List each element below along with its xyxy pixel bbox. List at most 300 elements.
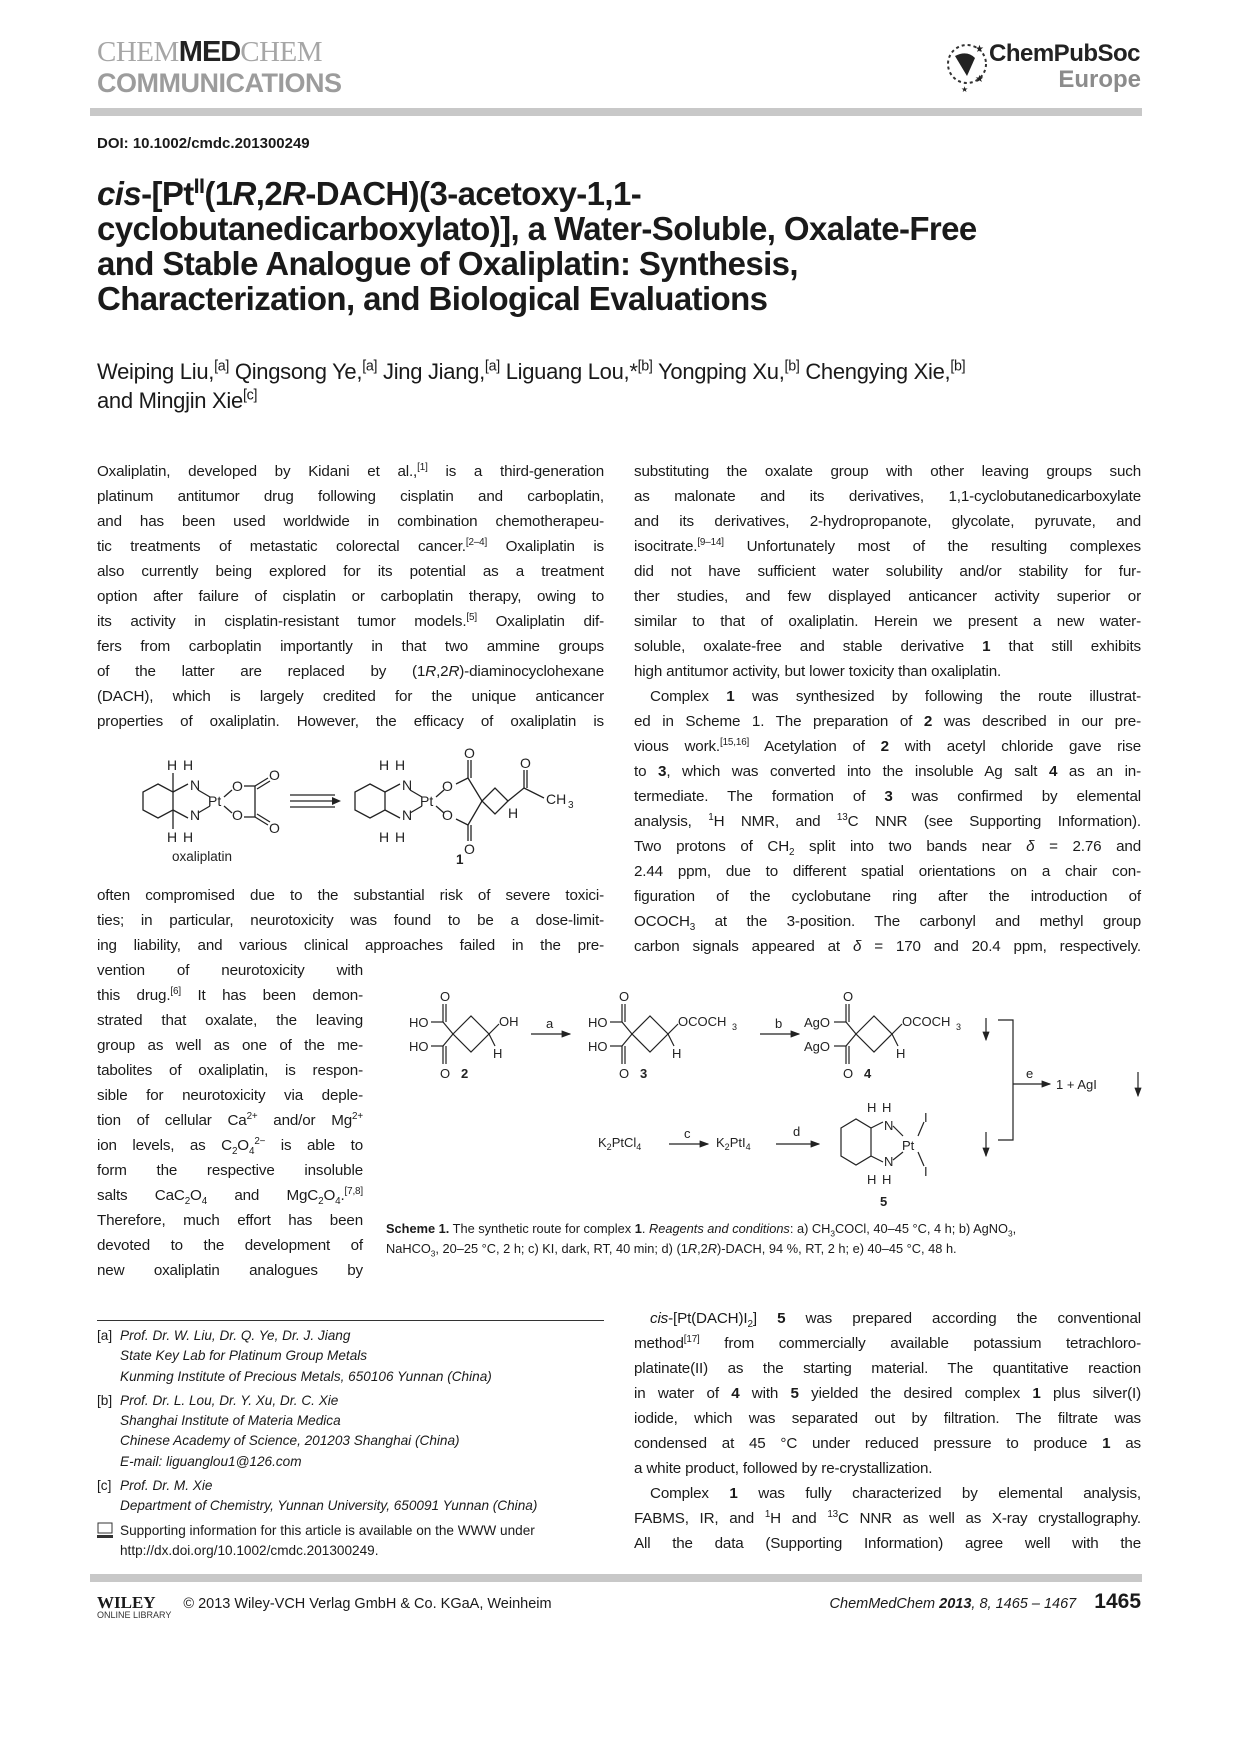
text-run: ,2 (436, 663, 449, 680)
right-column-text-lower (634, 1306, 1141, 1556)
text-run-b: 1 (634, 1221, 642, 1236)
text-run: NaHCO (386, 1241, 431, 1256)
author-line (97, 357, 1157, 386)
atom-label: AgO (804, 1039, 831, 1054)
text-run-sup: [a] (214, 358, 230, 375)
text-run: with (739, 1385, 791, 1402)
text-line (634, 1306, 1141, 1331)
text-run: H NMR, and (713, 813, 837, 830)
chempubsoc-emblem-icon (945, 38, 989, 98)
text-run-sup: [b] (784, 358, 800, 375)
text-run-b: 1 (982, 638, 991, 655)
atom-label: HO (409, 1039, 429, 1054)
affiliation-line: Kunming Institute of Precious Metals, 650106 Yunnan (China) (120, 1368, 492, 1384)
oxaliplatin-to-complex-1-figure (120, 740, 600, 870)
atom-label: N (402, 777, 413, 793)
multi-step-arrow (290, 795, 341, 807)
text-run: isocitrate. (634, 538, 698, 555)
text-run: was fully characterized by elemental analysis, (737, 1485, 1141, 1502)
text-run-sup: [a] (362, 358, 378, 375)
atom-label: HO (588, 1015, 608, 1030)
atom-label: HO (588, 1039, 608, 1054)
text-run-sup: [b] (637, 358, 653, 375)
text-run: yielded the desired complex (798, 1385, 1033, 1402)
text-line (97, 883, 604, 908)
atom-label: H (867, 1100, 877, 1115)
text-line (634, 734, 1141, 759)
compound-5-structure (841, 1100, 928, 1209)
compound-3-label: 3 (640, 1066, 648, 1081)
text-line (97, 1233, 363, 1258)
text-run: condensed at 45 °C under reduced pressure to produce (634, 1435, 1103, 1452)
text-line (97, 1158, 363, 1183)
atom-label: O (464, 745, 475, 761)
text-run: to (634, 763, 659, 780)
supporting-info-link[interactable]: http://dx.doi.org/10.1002/cmdc.201300249. (120, 1542, 379, 1558)
text-run-sup: [2–4] (465, 536, 488, 548)
text-line (97, 1108, 363, 1133)
atom-label: O (843, 990, 854, 1004)
text-run: ing liability, and various clinical approaches failed in the pre- (97, 937, 604, 954)
affiliation-tag: [b] (97, 1392, 113, 1408)
text-line (634, 684, 1141, 709)
text-run: -DACH)(3-acetoxy-1,1- (305, 175, 642, 212)
text-run-i: δ (852, 938, 862, 955)
text-line (634, 1331, 1141, 1356)
atom-label: OCOCH (902, 1014, 951, 1029)
text-run-b: 5 (790, 1385, 799, 1402)
text-run-i: R (425, 663, 437, 680)
atom-label: H (183, 829, 194, 845)
text-run: cyclobutanedicarboxylato)], a Water-Soluble, Oxalate-Free (97, 210, 977, 247)
text-run-sup: 1 (764, 1508, 771, 1520)
text-run-sub: 3 (430, 1248, 436, 1259)
reagent-label-c: c (684, 1126, 691, 1141)
text-run: analysis, (634, 813, 709, 830)
text-run-sub: 3 (830, 1228, 835, 1239)
text-run: is able to (265, 1137, 363, 1154)
text-run: ed in Scheme 1. The preparation of (634, 713, 924, 730)
atom-label: Pt (420, 793, 434, 809)
text-run-b: 1 (729, 1485, 738, 1502)
text-line (97, 908, 604, 933)
atom-label: HO (409, 1015, 429, 1030)
text-run: C NNR as well as X-ray crystallography. (838, 1510, 1141, 1527)
text-line (634, 459, 1141, 484)
text-run-sup: 2+ (352, 1110, 363, 1122)
author-line (97, 386, 1157, 415)
text-run-i: R (687, 1241, 698, 1256)
text-line (97, 1183, 363, 1208)
text-run: Oxaliplatin is (487, 538, 604, 555)
atom-label: H (379, 757, 390, 773)
text-run-b: 5 (777, 1310, 786, 1327)
atom-label: O (442, 778, 453, 794)
svg-text:★: ★ (961, 85, 969, 94)
text-run: C NNR (see Supporting Information). (847, 813, 1141, 830)
atom-label: H (896, 1046, 906, 1061)
text-run: platinum antitumor drug following cisplatin and carboplatin, (97, 488, 604, 505)
supporting-info-text: Supporting information for this article is available on the WWW under (120, 1522, 535, 1538)
affiliation-tag: [a] (97, 1328, 113, 1343)
text-run-sup: 13 (836, 811, 848, 823)
page-number: 1465 (1094, 1590, 1141, 1613)
text-run: vention of neurotoxicity with (97, 962, 363, 979)
text-run: of the latter are replaced by (1 (97, 663, 426, 680)
text-run-b: Scheme 1. (386, 1221, 450, 1236)
text-line (634, 1481, 1141, 1506)
oxaliplatin-label: oxaliplatin (172, 849, 233, 864)
text-run: was described in our pre- (932, 713, 1142, 730)
title-line (97, 211, 1157, 246)
text-run: iodide, which was separated out by filtration. The filtrate was (634, 1410, 1141, 1427)
complex-1-structure (355, 745, 574, 867)
text-run: (1 (204, 175, 233, 212)
k2pti4-label: $K_2PtI_4$ (716, 1135, 751, 1152)
affiliation-line: Prof. Dr. W. Liu, Dr. Q. Ye, Dr. J. Jiang (120, 1328, 351, 1343)
text-run-i: Reagents and conditions (648, 1221, 790, 1236)
atom-label: OH (499, 1014, 519, 1029)
text-run: termediate. The formation of (634, 788, 885, 805)
footer-journal: ChemMedChem (829, 1596, 936, 1612)
footer-left (97, 1594, 552, 1620)
text-run: tabolites of oxaliplatin, is respon- (97, 1062, 363, 1079)
text-run: at the 3-position. The carbonyl and methyl group (695, 913, 1141, 930)
text-run: from commercially available potassium tetrachloro- (699, 1335, 1141, 1352)
footer-volume-pages: , 8, 1465 – 1467 (971, 1596, 1077, 1612)
text-run: Oxaliplatin, developed by Kidani et al., (97, 463, 418, 480)
atom-label: 3 (568, 800, 574, 811)
text-run: Chengying Xie, (799, 359, 951, 384)
text-run: ,2 (255, 175, 283, 212)
atom-label: Pt (208, 793, 222, 809)
text-run: as (1110, 1435, 1142, 1452)
atom-label: O (269, 767, 280, 783)
text-run-sup: 2− (254, 1135, 266, 1147)
text-line (634, 559, 1141, 584)
atom-label: H (508, 805, 519, 821)
text-run-sup: [5] (466, 611, 477, 623)
affiliation-line: Department of Chemistry, Yunnan University, 650091 Yunnan (China) (120, 1498, 538, 1514)
text-run-sup: [a] (484, 358, 500, 375)
journal-name-med: MED (178, 36, 241, 68)
text-line (634, 709, 1141, 734)
section-label: COMMUNICATIONS (97, 68, 342, 98)
text-run: also currently being explored for its potential as a treatment (97, 563, 604, 580)
text-line (634, 834, 1141, 859)
text-line (634, 934, 1141, 959)
atom-label: H (882, 1172, 892, 1187)
atom-label: N (402, 807, 413, 823)
text-run-sup: II (193, 174, 205, 198)
text-run: high antitumor activity, but lower toxicity than oxaliplatin. (634, 663, 1002, 680)
atom-label: N (884, 1154, 894, 1169)
text-line (97, 509, 604, 534)
text-line (634, 1381, 1141, 1406)
text-line (97, 958, 363, 983)
text-line (97, 1058, 363, 1083)
text-run-sup: [17] (683, 1333, 700, 1345)
atom-label: CH (546, 791, 567, 807)
text-run: Yongping Xu, (652, 359, 785, 384)
text-run: substituting the oxalate group with other leaving groups such (634, 463, 1141, 480)
text-run: H and (770, 1510, 828, 1527)
text-run: . (340, 1187, 345, 1204)
text-run-i: R (232, 175, 256, 212)
text-line (97, 1033, 363, 1058)
atom-label: I (924, 1110, 928, 1125)
atom-label: O (232, 807, 243, 823)
text-run-b: 3 (658, 763, 667, 780)
text-run: properties of oxaliplatin. However, the efficacy of oxaliplatin is (97, 713, 604, 730)
text-run-b: 3 (884, 788, 893, 805)
text-run: and its derivatives, 2-hydropropanote, glycolate, pyruvate, and (634, 513, 1141, 530)
text-run: (DACH), which is largely credited for the unique anticancer (97, 688, 604, 705)
text-run: ion levels, as C (97, 1137, 232, 1154)
text-run: is a third-generation (427, 463, 604, 480)
text-run: Unfortunately most of the resulting complexes (723, 538, 1141, 555)
atom-label: H (379, 829, 390, 845)
text-run: in water of (634, 1385, 732, 1402)
reagent-label-b: b (775, 1016, 783, 1031)
text-line (97, 534, 604, 559)
affiliation-c (97, 1476, 607, 1517)
text-line (634, 534, 1141, 559)
compound-5-label: 5 (880, 1194, 888, 1209)
text-run-i: cis (650, 1310, 669, 1327)
text-line (634, 1531, 1141, 1556)
atom-label: O (520, 755, 531, 771)
text-line (97, 709, 604, 734)
text-run: -[Pt (141, 175, 194, 212)
text-line (97, 1208, 363, 1233)
text-run: Complex (650, 1485, 730, 1502)
text-run: tic treatments of metastatic colorectal cancer. (97, 538, 466, 555)
copyright: © 2013 Wiley-VCH Verlag GmbH & Co. KGaA, Weinheim (183, 1596, 552, 1612)
svg-text:★: ★ (975, 74, 984, 85)
text-line (97, 933, 604, 958)
text-run: with acetyl chloride gave rise (888, 738, 1141, 755)
text-run: new oxaliplatin analogues by (97, 1262, 363, 1279)
text-line (97, 983, 363, 1008)
affiliation-line: Prof. Dr. M. Xie (120, 1478, 213, 1494)
atom-label: H (167, 757, 178, 773)
text-run: O (323, 1187, 336, 1204)
text-run-sup: [9–14] (697, 536, 724, 548)
text-run: The synthetic route for complex (449, 1221, 635, 1236)
text-run: carbon signals appeared at (634, 938, 853, 955)
text-run-sub: 2 (318, 1196, 324, 1208)
atom-label: O (619, 1066, 630, 1081)
atom-label: 3 (956, 1022, 962, 1032)
atom-label: O (619, 990, 630, 1004)
title-line (97, 246, 1157, 281)
text-run-sub: 2 (184, 1196, 191, 1208)
footer-year: 2013 (939, 1596, 972, 1612)
product-label: 1 + AgI (1056, 1077, 1097, 1092)
title-line (97, 281, 1157, 316)
text-run-sup: [c] (242, 387, 258, 404)
text-run: devoted to the development of (97, 1237, 363, 1254)
text-run-b: 2 (923, 713, 933, 730)
text-run: , 20–25 °C, 2 h; c) KI, dark, RT, 40 min; d) (1 (435, 1241, 688, 1256)
text-run: OCOCH (634, 913, 690, 930)
left-column-text-continued (97, 883, 604, 958)
text-line (97, 634, 604, 659)
text-run: FABMS, IR, and (634, 1510, 765, 1527)
wiley-logo: WILEY ONLINE LIBRARY (97, 1593, 172, 1620)
affiliation-line: State Key Lab for Platinum Group Metals (120, 1348, 368, 1364)
text-run: = 2.76 and (1034, 838, 1141, 855)
k2ptcl4-label: $K_2PtCl_4$ (598, 1135, 642, 1152)
text-line (97, 659, 604, 684)
atom-label: O (269, 820, 280, 836)
text-run: ,2 (697, 1241, 708, 1256)
right-column-text (634, 459, 1141, 959)
text-run: tion of cellular Ca (97, 1112, 247, 1129)
text-run: Jing Jiang, (377, 359, 485, 384)
atom-label: OCOCH (678, 1014, 727, 1029)
text-line (97, 1258, 363, 1283)
text-run: figuration of the cyclobutane ring after the introduction of (634, 888, 1141, 905)
text-run: split into two bands near (794, 838, 1027, 855)
text-line (634, 634, 1141, 659)
atom-label: Pt (902, 1138, 915, 1153)
text-run: was confirmed by elemental (892, 788, 1141, 805)
text-run: -[Pt(DACH)I (668, 1310, 748, 1327)
text-line (97, 609, 604, 634)
text-run: strated that oxalate, the leaving (97, 1012, 363, 1029)
oxaliplatin-structure (143, 757, 280, 864)
publisher-region: Europe (1058, 66, 1141, 93)
text-run: : a) CH (789, 1221, 831, 1236)
affiliation-a (97, 1326, 607, 1387)
article-title (97, 176, 1157, 316)
text-line (634, 659, 1141, 684)
text-run-sub: 4 (335, 1196, 341, 1208)
text-run-sup: 13 (827, 1508, 838, 1520)
reagent-label-d: d (793, 1124, 801, 1139)
text-line (634, 759, 1141, 784)
text-line (97, 1008, 363, 1033)
text-run: soluble, oxalate-free and stable derivative (634, 638, 983, 655)
text-run-sub: 3 (1007, 1228, 1013, 1239)
text-run-sup: [b] (950, 358, 966, 375)
affiliation-line[interactable]: E-mail: liguanglou1@126.com (120, 1453, 302, 1469)
text-run-sup: [6] (170, 985, 181, 997)
atom-label: N (190, 777, 201, 793)
text-run: )-DACH, 94 %, RT, 2 h; e) 40–45 °C, 48 h. (717, 1241, 957, 1256)
atom-label: O (843, 1066, 854, 1081)
text-run: that still exhibits (990, 638, 1141, 655)
text-line (634, 609, 1141, 634)
text-run: a white product, followed by re-crystallization. (634, 1460, 933, 1477)
text-line (634, 859, 1141, 884)
text-run: Oxaliplatin dif- (476, 613, 604, 630)
text-run-sub: 3 (689, 922, 696, 934)
doi: DOI: 10.1002/cmdc.201300249 (97, 135, 310, 152)
affiliation-line: Shanghai Institute of Materia Medica (120, 1413, 341, 1429)
text-run: and MgC (207, 1187, 319, 1204)
text-run: Characterization, and Biological Evaluations (97, 280, 768, 317)
text-run-sub: 2 (789, 847, 795, 859)
atom-label: 3 (732, 1022, 738, 1032)
text-line (97, 559, 604, 584)
text-run: Qingsong Ye, (229, 359, 363, 384)
text-run: O (237, 1137, 249, 1154)
left-column-narrow-text (97, 958, 363, 1283)
text-run: this drug. (97, 987, 171, 1004)
header-rule (90, 108, 1142, 116)
text-run: 2.44 ppm, due to different spatial orientations on a chair con- (634, 863, 1141, 880)
atom-label: N (190, 807, 201, 823)
text-run: and/or Mg (257, 1112, 353, 1129)
text-run-sup: [1] (417, 461, 428, 473)
text-line (634, 1506, 1141, 1531)
supporting-information-note (97, 1521, 607, 1562)
text-run-i: R (707, 1241, 718, 1256)
text-run: ther studies, and few displayed anticancer activity superior or (634, 588, 1141, 605)
atom-label: H (882, 1100, 892, 1115)
text-run-sup: 1 (708, 811, 714, 823)
text-run: O (190, 1187, 202, 1204)
text-run-sup: 2+ (246, 1110, 258, 1122)
affiliation-line: Prof. Dr. L. Lou, Dr. Y. Xu, Dr. C. Xie (120, 1392, 339, 1408)
text-run-sub: 2 (747, 1319, 753, 1331)
title-line (97, 176, 1157, 211)
text-line (634, 809, 1141, 834)
atom-label: O (440, 990, 451, 1004)
svg-text:★: ★ (975, 44, 984, 55)
text-run: Acetylation of (749, 738, 881, 755)
text-line (634, 909, 1141, 934)
journal-name-pre: CHEM (97, 36, 179, 68)
atom-label: O (440, 1066, 451, 1081)
text-run: It has been demon- (180, 987, 363, 1004)
text-run: vious work. (634, 738, 720, 755)
text-run: method (634, 1335, 684, 1352)
atom-label: H (395, 829, 406, 845)
atom-label: O (464, 841, 475, 857)
text-run-i: δ (1026, 838, 1035, 855)
text-line (97, 684, 604, 709)
text-run: Complex (650, 688, 727, 705)
text-run: and Mingjin Xie (97, 388, 243, 413)
text-run: similar to that of oxaliplatin. Herein we present a new water- (634, 613, 1141, 630)
compound-2-label: 2 (461, 1066, 469, 1081)
text-line (97, 459, 604, 484)
compound-1-label: 1 (456, 852, 464, 867)
text-run: = 170 and 20.4 ppm, respectively. (861, 938, 1141, 955)
text-run: form the respective insoluble (97, 1162, 363, 1179)
text-run-i: R (448, 663, 460, 680)
atom-label: H (183, 757, 194, 773)
text-run: , which was converted into the insoluble Ag salt (666, 763, 1049, 780)
text-run: ] (752, 1310, 778, 1327)
reagent-label-a: a (546, 1016, 554, 1031)
compound-3-structure (588, 990, 737, 1081)
text-run: COCl, 40–45 °C, 4 h; b) AgNO (835, 1221, 1008, 1236)
text-run: Therefore, much effort has been (97, 1212, 363, 1229)
text-run: option after failure of cisplatin or carboplatin therapy, owing to (97, 588, 604, 605)
text-line (634, 1431, 1141, 1456)
text-run-b: 1 (1102, 1435, 1111, 1452)
text-line (634, 1456, 1141, 1481)
computer-icon (97, 1521, 120, 1562)
atom-label: AgO (804, 1015, 831, 1030)
atom-label: O (442, 807, 453, 823)
text-line (634, 484, 1141, 509)
